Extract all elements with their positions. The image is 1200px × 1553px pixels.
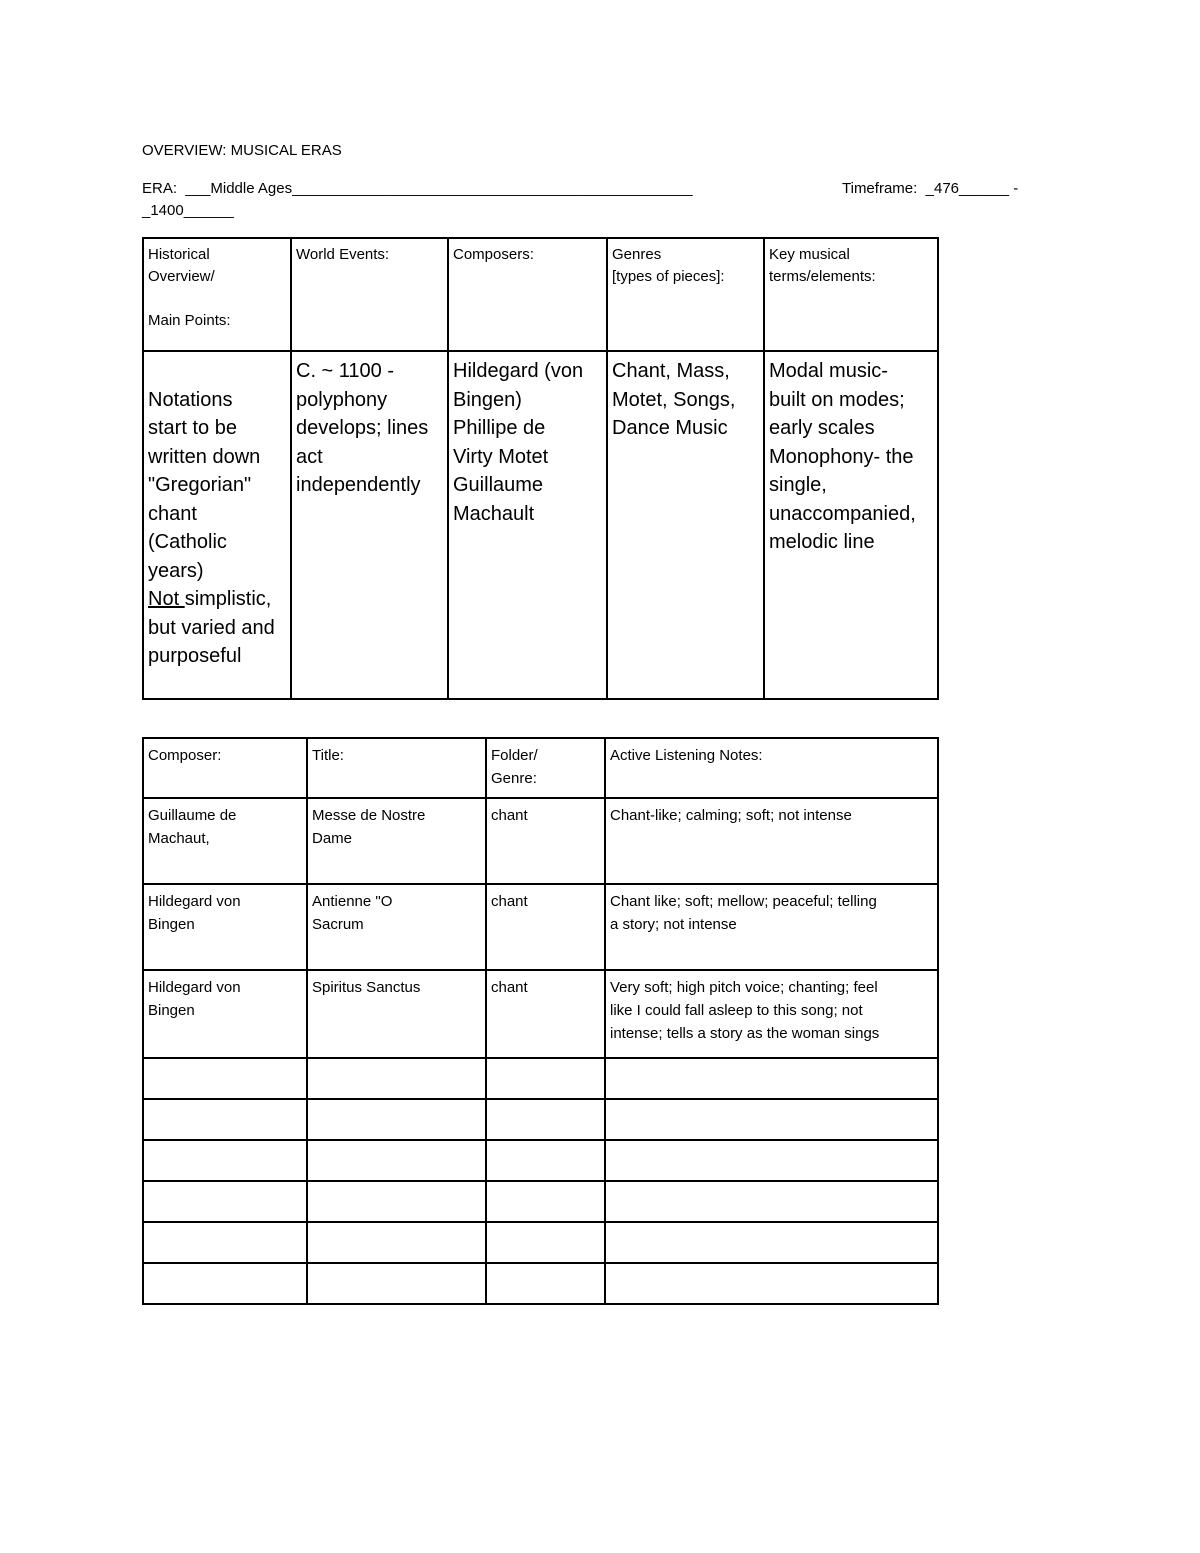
empty-cell	[486, 1058, 605, 1099]
era-value: ___Middle Ages________________________________________________	[185, 180, 693, 197]
empty-cell	[486, 1140, 605, 1181]
world-events-cell: C. ~ 1100 - polyphony develops; lines act independently	[291, 351, 448, 699]
timeframe-label: Timeframe:	[842, 180, 918, 197]
notes-cell: Very soft; high pitch voice; chanting; feel like I could fall asleep to this song; not intense; tells a story as the woman sings	[605, 970, 938, 1058]
empty-row	[143, 1140, 938, 1181]
empty-row	[143, 1222, 938, 1263]
header-composers: Composers:	[448, 238, 607, 351]
empty-cell	[143, 1140, 307, 1181]
notes-cell: Chant like; soft; mellow; peaceful; telling a story; not intense	[605, 884, 938, 970]
empty-cell	[486, 1263, 605, 1304]
composer-cell: Hildegard von Bingen	[143, 884, 307, 970]
key-terms-cell: Modal music- built on modes; early scales Monophony- the single, unaccompanied, melodic line	[764, 351, 938, 699]
empty-cell	[143, 1058, 307, 1099]
title-cell: Antienne "O Sacrum	[307, 884, 486, 970]
page-title: OVERVIEW: MUSICAL ERAS	[142, 142, 342, 159]
title-cell: Spiritus Sanctus	[307, 970, 486, 1058]
composer-cell: Guillaume de Machaut,	[143, 798, 307, 884]
empty-cell	[307, 1099, 486, 1140]
overview-table	[142, 237, 939, 700]
composer-cell: Hildegard von Bingen	[143, 970, 307, 1058]
empty-cell	[605, 1140, 938, 1181]
genre-cell: chant	[486, 970, 605, 1058]
empty-cell	[486, 1099, 605, 1140]
genres-cell: Chant, Mass, Motet, Songs, Dance Music	[607, 351, 764, 699]
empty-cell	[307, 1140, 486, 1181]
header-historical-overview: Historical Overview/ Main Points:	[143, 238, 291, 351]
table-row	[143, 798, 938, 884]
title-cell: Messe de Nostre Dame	[307, 798, 486, 884]
table-row	[143, 970, 938, 1058]
empty-cell	[605, 1263, 938, 1304]
header-composer: Composer:	[143, 738, 307, 798]
header-listening-notes: Active Listening Notes:	[605, 738, 938, 798]
empty-cell	[143, 1099, 307, 1140]
table-row	[143, 884, 938, 970]
empty-cell	[307, 1058, 486, 1099]
empty-cell	[143, 1222, 307, 1263]
empty-cell	[307, 1263, 486, 1304]
era-line	[142, 180, 693, 197]
main-points-intro: Notations start to be written down "Gregorian" chant (Catholic years)	[148, 388, 261, 582]
empty-cell	[605, 1222, 938, 1263]
empty-cell	[307, 1181, 486, 1222]
era-label: ERA:	[142, 180, 178, 197]
timeframe-value: _476______ -	[925, 180, 1019, 197]
empty-row	[143, 1058, 938, 1099]
empty-cell	[605, 1058, 938, 1099]
overview-header-row	[143, 238, 938, 351]
empty-row	[143, 1181, 938, 1222]
empty-cell	[307, 1222, 486, 1263]
empty-row	[143, 1263, 938, 1304]
empty-cell	[486, 1181, 605, 1222]
header-folder-genre: Folder/ Genre:	[486, 738, 605, 798]
header-title: Title:	[307, 738, 486, 798]
main-points-emphasis: Not	[148, 588, 185, 610]
empty-cell	[605, 1181, 938, 1222]
notes-cell: Chant-like; calming; soft; not intense	[605, 798, 938, 884]
main-points-cell	[143, 351, 291, 699]
header-key-terms: Key musical terms/elements:	[764, 238, 938, 351]
overview-body-row	[143, 351, 938, 699]
timeframe	[842, 180, 1018, 197]
empty-cell	[143, 1263, 307, 1304]
era-line-continued: _1400______	[142, 202, 234, 219]
empty-cell	[143, 1181, 307, 1222]
composers-cell: Hildegard (von Bingen) Phillipe de Virty Motet Guillaume Machault	[448, 351, 607, 699]
genre-cell: chant	[486, 884, 605, 970]
header-world-events: World Events:	[291, 238, 448, 351]
header-genres: Genres [types of pieces]:	[607, 238, 764, 351]
empty-cell	[605, 1099, 938, 1140]
listening-table	[142, 737, 939, 1305]
main-points-rest: simplistic, but varied and purposeful	[148, 588, 275, 667]
listening-header-row	[143, 738, 938, 798]
empty-cell	[486, 1222, 605, 1263]
empty-row	[143, 1099, 938, 1140]
genre-cell: chant	[486, 798, 605, 884]
